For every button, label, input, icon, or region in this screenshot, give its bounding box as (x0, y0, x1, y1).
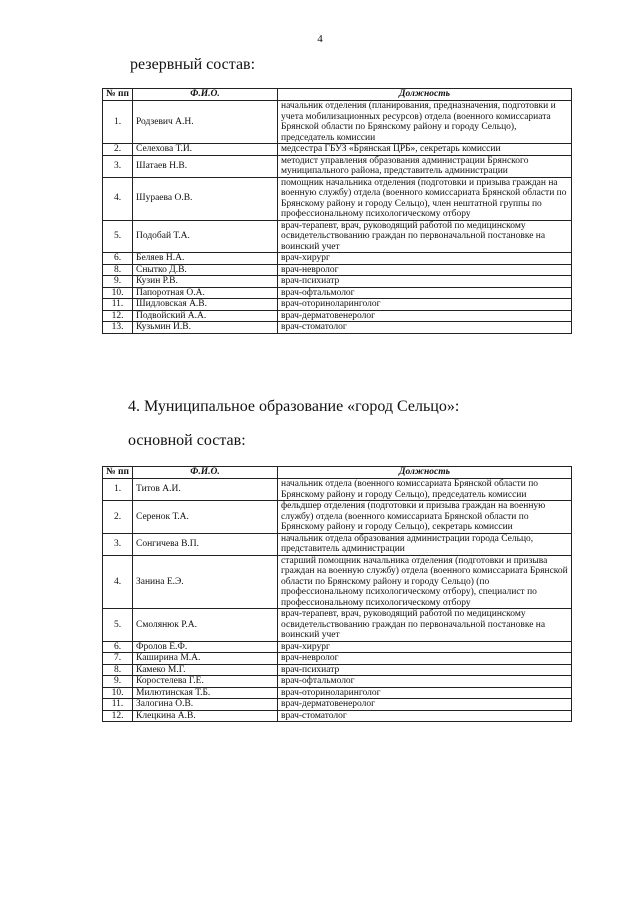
row-position: врач-дерматовенеролог (278, 310, 572, 322)
row-number: 3. (103, 533, 133, 555)
table-row (103, 533, 572, 555)
row-name: Снытко Д.В. (133, 264, 278, 276)
row-name: Подобай Т.А. (133, 220, 278, 253)
table-row (103, 253, 572, 265)
row-position: врач-оториноларинголог (278, 687, 572, 699)
row-position: начальник отдела (военного комиссариата Брянской области по Брянскому району и городу Сельцо), председатель комиссии (278, 479, 572, 501)
table-row (103, 310, 572, 322)
row-position: врач-терапевт, врач, руководящий работой по медицинскому освидетельствованию граждан по первоначальной постановке на воинский учет (278, 609, 572, 642)
table-row (103, 479, 572, 501)
main-heading: основной состав: (128, 432, 246, 449)
table-row (103, 555, 572, 609)
row-number: 11. (103, 699, 133, 711)
row-position: врач-офтальмолог (278, 287, 572, 299)
row-number: 6. (103, 253, 133, 265)
row-name: Серенок Т.А. (133, 501, 278, 534)
reserve-heading: резервный состав: (130, 56, 256, 73)
row-name: Селехова Т.И. (133, 144, 278, 156)
row-number: 5. (103, 220, 133, 253)
row-number: 9. (103, 676, 133, 688)
row-name: Родзевич А.Н. (133, 101, 278, 144)
table-row (103, 699, 572, 711)
row-name: Занина Е.Э. (133, 555, 278, 609)
row-position: врач-невролог (278, 653, 572, 665)
table-row (103, 687, 572, 699)
row-number: 9. (103, 276, 133, 288)
row-position: врач-стоматолог (278, 322, 572, 334)
row-name: Камеко М.Г. (133, 664, 278, 676)
table-row (103, 710, 572, 722)
row-position: медсестра ГБУЗ «Брянская ЦРБ», секретарь комиссии (278, 144, 572, 156)
row-number: 3. (103, 155, 133, 177)
reserve-members-table (102, 88, 572, 334)
row-number: 8. (103, 664, 133, 676)
row-name: Беляев Н.А. (133, 253, 278, 265)
row-name: Кузин Р.В. (133, 276, 278, 288)
row-position: врач-терапевт, врач, руководящий работой по медицинскому освидетельствованию граждан по первоначальной постановке на воинский учет (278, 220, 572, 253)
row-name: Залогина О.В. (133, 699, 278, 711)
row-name: Шидловская А.В. (133, 299, 278, 311)
row-position: врач-дерматовенеролог (278, 699, 572, 711)
row-number: 4. (103, 177, 133, 220)
row-position: помощник начальника отделения (подготовки и призыва граждан на военную службу) отдела (военного комиссариата Брянской области по Брянскому району и городу Сельцо), член нештатной группы по профессиональному психологическому отбору (278, 177, 572, 220)
row-number: 10. (103, 287, 133, 299)
row-position: врач-оториноларинголог (278, 299, 572, 311)
table-row (103, 299, 572, 311)
table-row (103, 653, 572, 665)
row-position: врач-психиатр (278, 276, 572, 288)
row-position: врач-хирург (278, 253, 572, 265)
row-number: 7. (103, 653, 133, 665)
column-header-num: № пп (103, 467, 133, 479)
row-position: начальник отделения (планирования, предназначения, подготовки и учета мобилизационных ресурсов) отдела (военного комиссариата Брянской области по Брянскому району и городу Сельцо), председатель комиссии (278, 101, 572, 144)
row-name: Клецкина А.В. (133, 710, 278, 722)
row-number: 8. (103, 264, 133, 276)
table-row (103, 501, 572, 534)
row-number: 1. (103, 101, 133, 144)
row-number: 2. (103, 144, 133, 156)
row-name: Сонгичева В.П. (133, 533, 278, 555)
row-position: врач-офтальмолог (278, 676, 572, 688)
row-number: 11. (103, 299, 133, 311)
table-row (103, 264, 572, 276)
section-heading: 4. Муниципальное образование «город Сельцо»: (128, 398, 460, 415)
table-row (103, 609, 572, 642)
row-name: Кузьмин И.В. (133, 322, 278, 334)
column-header-num: № пп (103, 89, 133, 101)
row-position: врач-хирург (278, 641, 572, 653)
table-row (103, 177, 572, 220)
row-number: 6. (103, 641, 133, 653)
row-name: Шураева О.В. (133, 177, 278, 220)
table-row (103, 641, 572, 653)
table-header-row (103, 89, 572, 101)
row-number: 12. (103, 710, 133, 722)
table-row (103, 276, 572, 288)
column-header-name: Ф.И.О. (133, 467, 278, 479)
column-header-position: Должность (278, 89, 572, 101)
table-row (103, 322, 572, 334)
row-position: методист управления образования администрации Брянского муниципального района, представитель администрации (278, 155, 572, 177)
row-position: врач-психиатр (278, 664, 572, 676)
column-header-position: Должность (278, 467, 572, 479)
row-name: Каширина М.А. (133, 653, 278, 665)
table-row (103, 676, 572, 688)
row-position: начальник отдела образования администрации города Сельцо, представитель администрации (278, 533, 572, 555)
row-number: 12. (103, 310, 133, 322)
row-name: Шатаев Н.В. (133, 155, 278, 177)
table-row (103, 144, 572, 156)
row-position: врач-стоматолог (278, 710, 572, 722)
row-name: Коростелева Г.Е. (133, 676, 278, 688)
table-row (103, 220, 572, 253)
table-row (103, 155, 572, 177)
row-position: старший помощник начальника отделения (подготовки и призыва граждан на военную службу) отдела (военного комиссариата Брянской области по Брянскому району и городу Сельцо) (по профессиональному психологическому отбору), специалист по профессиональному психологическому отбору (278, 555, 572, 609)
row-number: 13. (103, 322, 133, 334)
row-number: 2. (103, 501, 133, 534)
row-name: Папоротная О.А. (133, 287, 278, 299)
row-number: 10. (103, 687, 133, 699)
row-name: Фролов Е.Ф. (133, 641, 278, 653)
row-number: 5. (103, 609, 133, 642)
row-position: фельдшер отделения (подготовки и призыва граждан на военную службу) отдела (военного комиссариата Брянской области по Брянскому району и городу Сельцо), секретарь комиссии (278, 501, 572, 534)
page-number: 4 (317, 33, 323, 45)
row-number: 4. (103, 555, 133, 609)
column-header-name: Ф.И.О. (133, 89, 278, 101)
row-name: Подвойский А.А. (133, 310, 278, 322)
row-name: Милютинская Т.Б. (133, 687, 278, 699)
row-name: Титов А.И. (133, 479, 278, 501)
table-row (103, 287, 572, 299)
row-position: врач-невролог (278, 264, 572, 276)
row-name: Смолянюк Р.А. (133, 609, 278, 642)
table-row (103, 664, 572, 676)
table-header-row (103, 467, 572, 479)
table-row (103, 101, 572, 144)
main-members-table (102, 466, 572, 722)
row-number: 1. (103, 479, 133, 501)
